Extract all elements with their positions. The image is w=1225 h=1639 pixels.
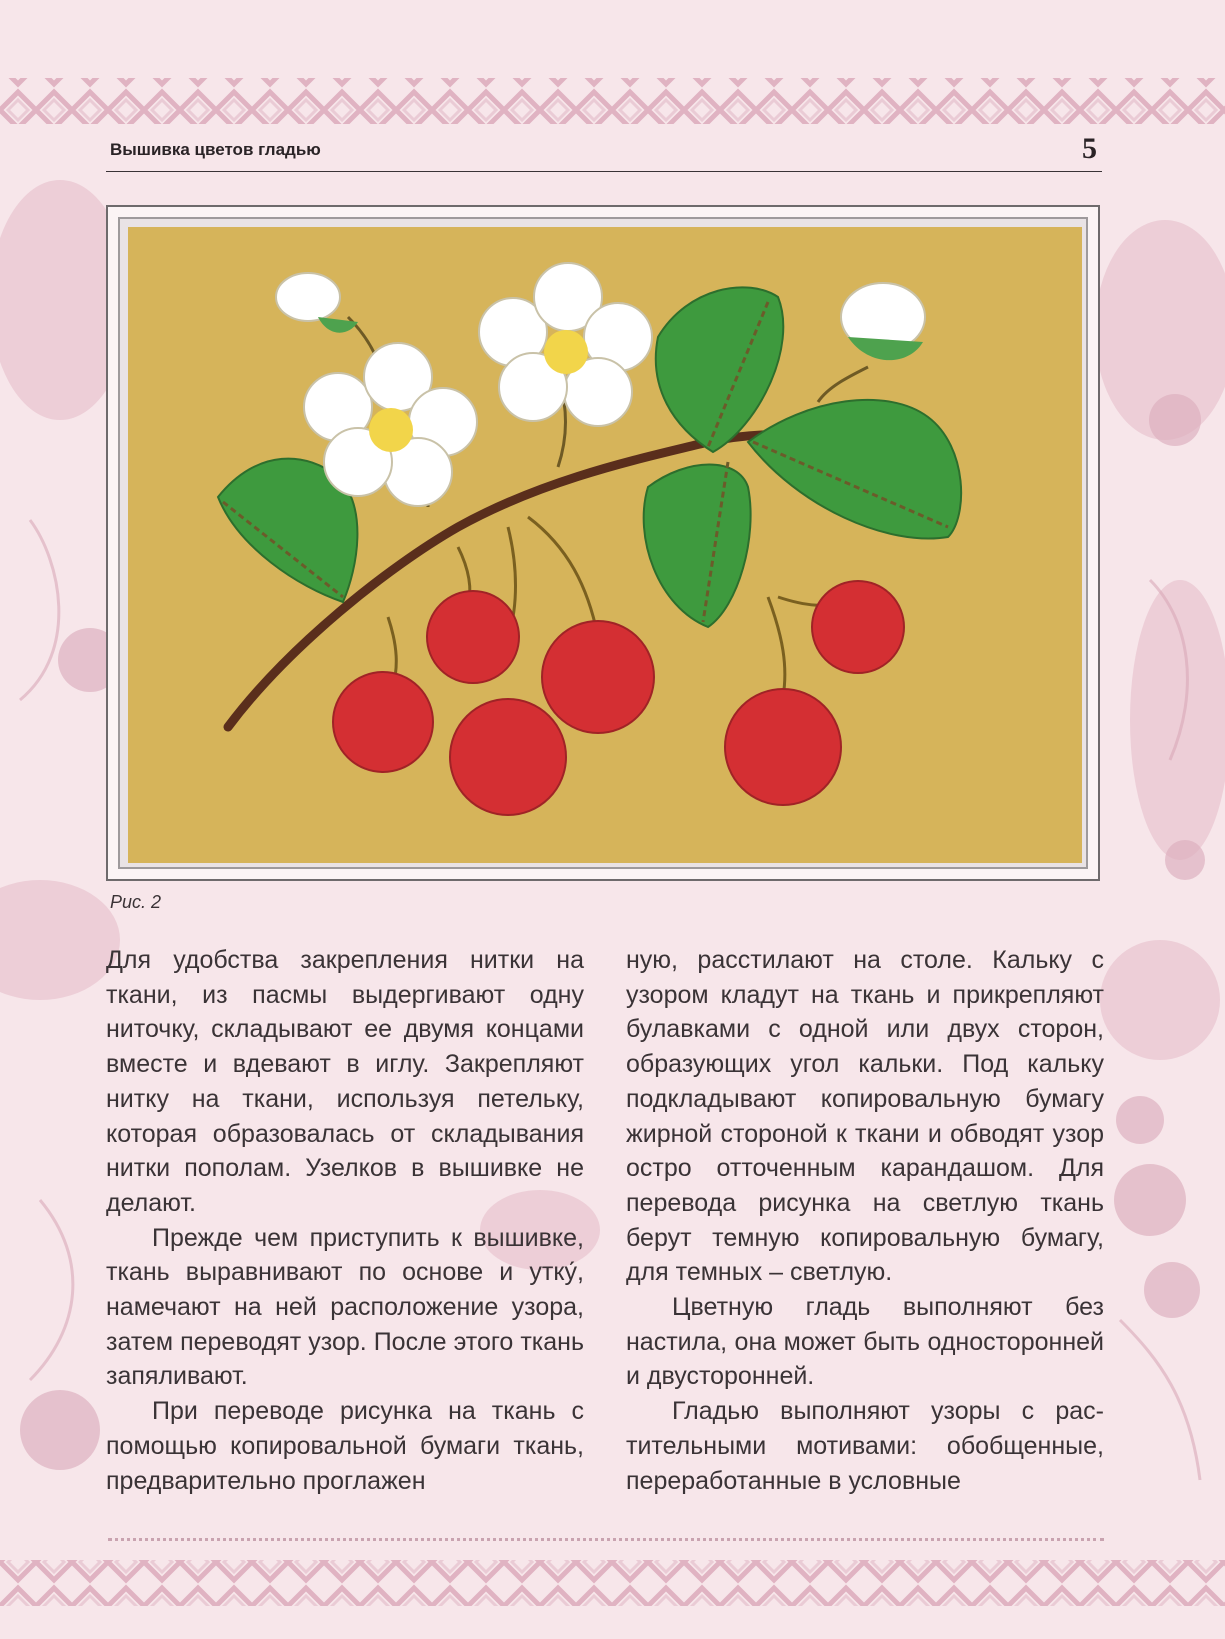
cherry [450,699,566,815]
paragraph: При переводе рисунка на ткань с помощью копировальной бумаги ткань, предварительно проглажен [106,1397,584,1495]
text-column-right [626,943,1104,1498]
cherry [812,581,904,673]
paragraph: ную, расстилают на столе. Кальку с узором кладут на ткань и прикрепляют булавками с одной или двух сторон, образующих угол кальки. Под кальку подкладывают копировальную бумагу жирной стороной к ткани и обводят узор остро отточенным карандашом. Для перевода рисунка на светлую ткань берут темную копировальную бумагу, для темных – светлую. [626,946,1104,1287]
paragraph: Гладью выполняют узоры с растительными мотивами: обобщенные, переработанные в условные [626,1397,1104,1495]
figure-inner-border [118,217,1088,869]
footer-dotted-rule [108,1538,1104,1541]
paragraph: Для удобства закрепления нитки на ткани, из пасмы выдергивают одну ниточку, складывают ее двумя концами вместе и вдевают в иглу. Закрепляют нитку на ткани, используя петельку, которая образовалась от складывания нитки пополам. Узелков в вышивке не делают. [106,946,584,1217]
paragraph: Прежде чем приступить к вышивке, ткань выравнивают по основе и утку́, намечают на ней расположение узора, затем переводят узор. После этого ткань запяливают. [106,1223,584,1391]
page-number: 5 [1082,132,1097,165]
cherry [542,621,654,733]
running-header-title: Вышивка цветов гладью [110,140,321,159]
text-column-left [106,943,584,1498]
embroidery-illustration [128,227,1082,863]
header-rule [106,171,1102,172]
cherry [427,591,519,683]
cherry [725,689,841,805]
figure-frame [106,205,1100,881]
cherry [333,672,433,772]
paragraph: Цветную гладь выполняют без настила, она может быть односторонней и двусторонней. [626,1293,1104,1391]
figure-caption: Рис. 2 [110,892,162,912]
